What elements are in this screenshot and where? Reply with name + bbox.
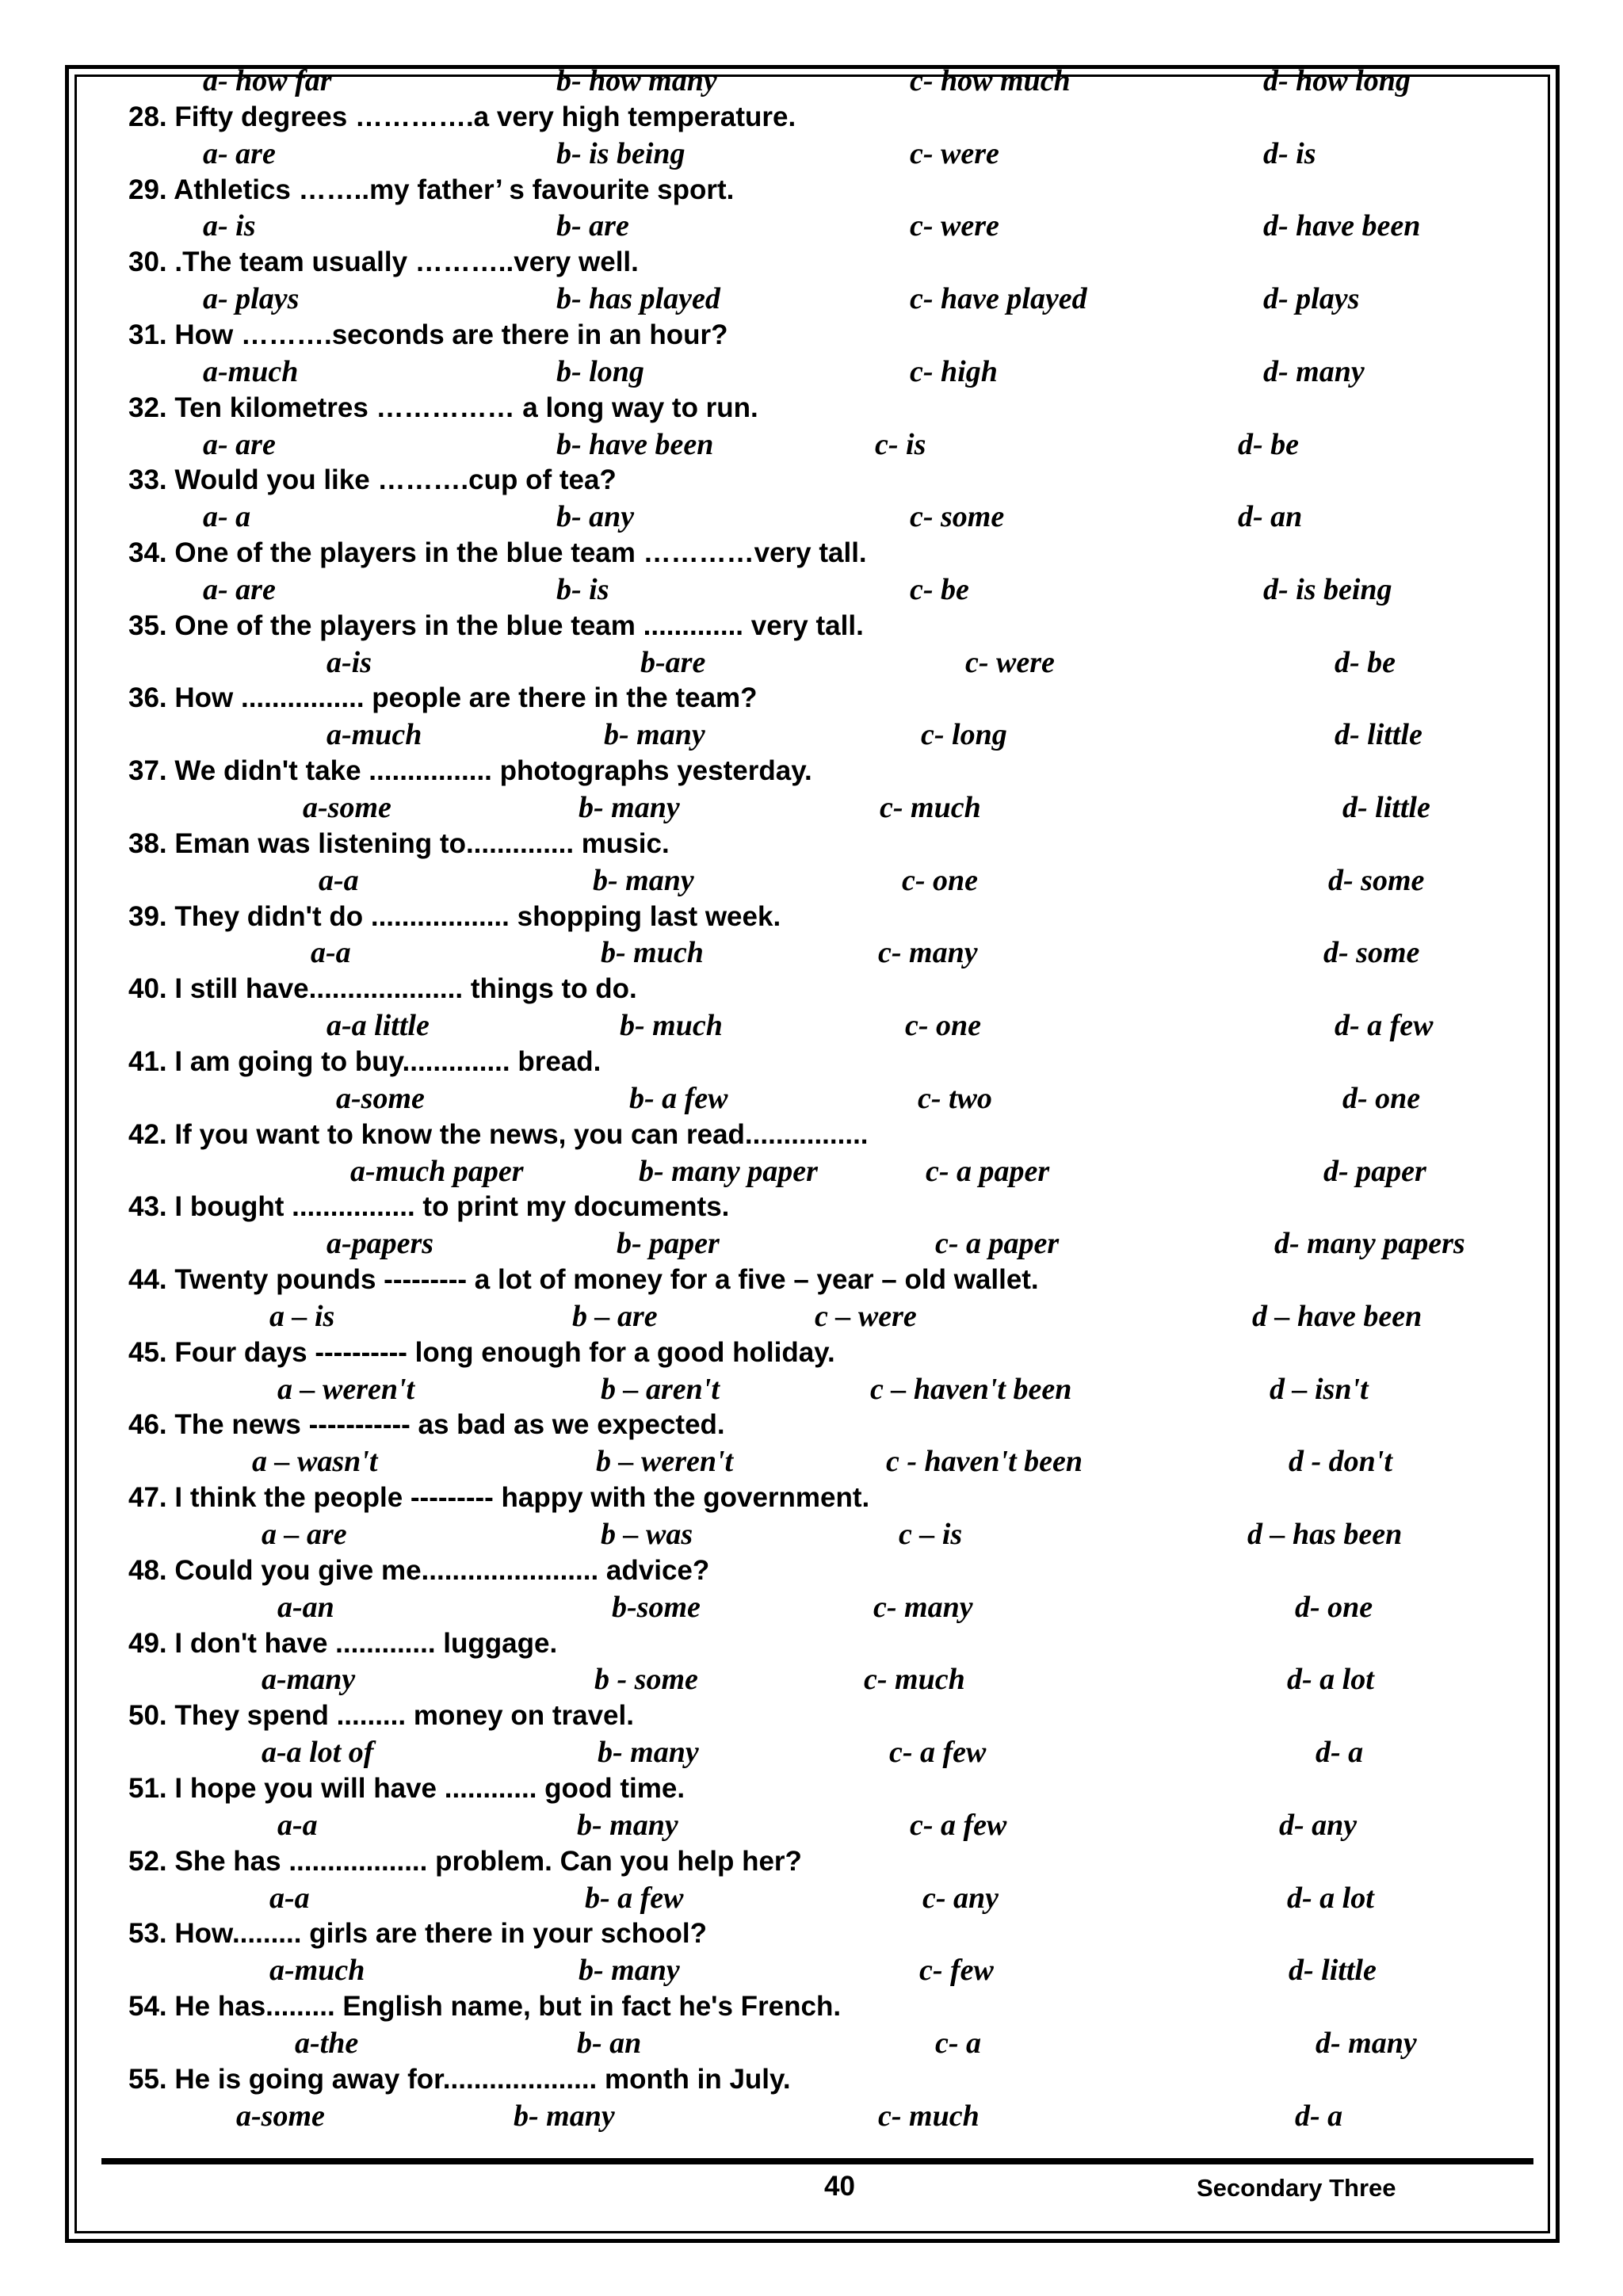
- option-a-q34: a- are: [203, 572, 276, 606]
- question-34: 34. One of the players in the blue team …………very tall.: [128, 537, 867, 569]
- option-c-q53: c- few: [919, 1954, 994, 1988]
- question-30: 30. .The team usually ………..very well.: [128, 246, 639, 278]
- question-28: 28. Fifty degrees ………….a very high temperature.: [128, 101, 796, 132]
- option-c-q37: c- much: [880, 791, 981, 824]
- option-d-q55: d- a: [1295, 2099, 1343, 2133]
- option-a-q48: a-an: [277, 1590, 334, 1624]
- option-d-q43: d- many papers: [1274, 1227, 1465, 1261]
- question-48: 48. Could you give me....................... advice?: [128, 1554, 710, 1586]
- option-a-q50: a-a lot of: [262, 1736, 374, 1770]
- option-b-q52: b- a few: [585, 1881, 684, 1915]
- option-a-q40: a-a little: [327, 1009, 430, 1043]
- option-c-q43: c- a paper: [935, 1227, 1060, 1261]
- option-a-q45: a – weren't: [277, 1372, 415, 1406]
- option-a-q38: a-a: [319, 863, 359, 897]
- question-45: 45. Four days ---------- long enough for a good holiday.: [128, 1336, 835, 1368]
- question-41: 41. I am going to buy.............. bread.: [128, 1045, 601, 1077]
- option-d-q40: d- a few: [1335, 1009, 1434, 1043]
- question-35: 35. One of the players in the blue team ............. very tall.: [128, 609, 864, 641]
- question-54: 54. He has......... English name, but in fact he's French.: [128, 1991, 842, 2023]
- question-37: 37. We didn't take ................ photographs yesterday.: [128, 755, 812, 787]
- footer-rule: [101, 2158, 1533, 2164]
- option-b-q40: b- much: [620, 1009, 723, 1043]
- option-d-q28: d- is: [1263, 136, 1316, 170]
- option-c-q30: c- have played: [910, 282, 1087, 316]
- option-d-q34: d- is being: [1263, 572, 1392, 606]
- option-c-top: c- how much: [910, 64, 1071, 97]
- option-b-q29: b- are: [556, 209, 629, 243]
- option-c-q34: c- be: [910, 572, 969, 606]
- option-a-q54: a-the: [295, 2026, 359, 2060]
- option-b-top: b- how many: [556, 64, 717, 97]
- question-49: 49. I don't have ............. luggage.: [128, 1627, 558, 1659]
- option-d-q30: d- plays: [1263, 282, 1360, 316]
- option-a-q44: a – is: [269, 1299, 335, 1333]
- option-b-q34: b- is: [556, 572, 609, 606]
- option-d-q32: d- be: [1238, 427, 1300, 461]
- option-d-q46: d - don't: [1289, 1445, 1392, 1479]
- option-a-q52: a-a: [269, 1881, 310, 1915]
- question-53: 53. How......... girls are there in your school?: [128, 1918, 707, 1950]
- question-40: 40. I still have.................... things to do.: [128, 973, 637, 1005]
- option-d-q53: d- little: [1289, 1954, 1377, 1988]
- question-31: 31. How ……….seconds are there in an hour?: [128, 319, 728, 350]
- option-b-q48: b-some: [612, 1590, 701, 1624]
- option-b-q38: b- many: [593, 863, 694, 897]
- question-43: 43. I bought ................ to print my documents.: [128, 1191, 730, 1223]
- option-a-q46: a – wasn't: [252, 1445, 378, 1479]
- option-d-q37: d- little: [1342, 791, 1430, 824]
- option-d-q44: d – have been: [1252, 1299, 1423, 1333]
- option-d-q51: d- any: [1279, 1808, 1358, 1842]
- option-a-q51: a-a: [277, 1808, 318, 1842]
- option-a-top: a- how far: [203, 64, 332, 97]
- option-b-q39: b- much: [601, 936, 704, 970]
- option-c-q40: c- one: [905, 1009, 982, 1043]
- option-a-q42: a-much paper: [350, 1154, 524, 1188]
- option-b-q44: b – are: [572, 1299, 658, 1333]
- option-b-q55: b- many: [514, 2099, 615, 2133]
- option-d-q29: d- have been: [1263, 209, 1421, 243]
- question-39: 39. They didn't do .................. shopping last week.: [128, 900, 781, 932]
- option-c-q42: c- a paper: [926, 1154, 1050, 1188]
- option-c-q33: c- some: [910, 500, 1005, 534]
- option-d-q36: d- little: [1335, 718, 1423, 752]
- option-d-q39: d- some: [1323, 936, 1420, 970]
- option-c-q36: c- long: [921, 718, 1007, 752]
- question-50: 50. They spend ......... money on travel.: [128, 1700, 634, 1732]
- option-b-q53: b- many: [579, 1954, 680, 1988]
- option-b-q42: b- many paper: [639, 1154, 818, 1188]
- option-d-q50: d- a: [1316, 1736, 1364, 1770]
- option-d-q31: d- many: [1263, 354, 1365, 388]
- option-d-top: d- how long: [1263, 64, 1411, 97]
- option-b-q45: b – aren't: [601, 1372, 720, 1406]
- question-33: 33. Would you like ……….cup of tea?: [128, 464, 617, 496]
- option-a-q55: a-some: [236, 2099, 325, 2133]
- option-b-q49: b - some: [594, 1663, 698, 1697]
- option-c-q48: c- many: [873, 1590, 973, 1624]
- option-c-q32: c- is: [875, 427, 926, 461]
- option-c-q44: c – were: [815, 1299, 917, 1333]
- question-42: 42. If you want to know the news, you can read................: [128, 1118, 869, 1150]
- option-d-q49: d- a lot: [1287, 1663, 1374, 1697]
- option-a-q31: a-much: [203, 354, 299, 388]
- question-51: 51. I hope you will have ............ good time.: [128, 1772, 685, 1804]
- option-b-q54: b- an: [577, 2026, 642, 2060]
- option-b-q28: b- is being: [556, 136, 685, 170]
- option-a-q36: a-much: [327, 718, 422, 752]
- option-d-q54: d- many: [1316, 2026, 1417, 2060]
- option-c-q35: c- were: [965, 645, 1055, 679]
- option-d-q38: d- some: [1328, 863, 1425, 897]
- option-b-q43: b- paper: [617, 1227, 720, 1261]
- option-c-q51: c- a few: [910, 1808, 1007, 1842]
- option-c-q50: c- a few: [889, 1736, 987, 1770]
- option-a-q41: a-some: [336, 1081, 425, 1115]
- option-a-q33: a- a: [203, 500, 251, 534]
- option-c-q52: c- any: [922, 1881, 999, 1915]
- option-a-q53: a-much: [269, 1954, 365, 1988]
- option-d-q52: d- a lot: [1287, 1881, 1374, 1915]
- option-b-q33: b- any: [556, 500, 635, 534]
- question-36: 36. How ................ people are there in the team?: [128, 682, 758, 714]
- option-a-q39: a-a: [311, 936, 351, 970]
- option-d-q45: d – isn't: [1270, 1372, 1369, 1406]
- option-c-q45: c – haven't been: [870, 1372, 1072, 1406]
- option-b-q31: b- long: [556, 354, 644, 388]
- option-c-q28: c- were: [910, 136, 999, 170]
- page-number: 40: [824, 2171, 855, 2202]
- option-b-q46: b – weren't: [596, 1445, 734, 1479]
- question-29: 29. Athletics ……..my father’ s favourite sport.: [128, 174, 735, 205]
- option-c-q38: c- one: [902, 863, 979, 897]
- option-c-q39: c- many: [878, 936, 978, 970]
- option-a-q28: a- are: [203, 136, 276, 170]
- option-d-q48: d- one: [1295, 1590, 1373, 1624]
- option-d-q47: d – has been: [1247, 1518, 1403, 1551]
- option-a-q47: a – are: [262, 1518, 347, 1551]
- option-b-q47: b – was: [601, 1518, 693, 1551]
- option-d-q41: d- one: [1342, 1081, 1421, 1115]
- option-a-q43: a-papers: [327, 1227, 434, 1261]
- option-b-q35: b-are: [640, 645, 706, 679]
- option-a-q30: a- plays: [203, 282, 300, 316]
- option-b-q30: b- has played: [556, 282, 720, 316]
- option-c-q49: c- much: [864, 1663, 965, 1697]
- option-d-q35: d- be: [1335, 645, 1396, 679]
- option-a-q32: a- are: [203, 427, 276, 461]
- option-d-q42: d- paper: [1323, 1154, 1426, 1188]
- option-d-q33: d- an: [1238, 500, 1303, 534]
- option-c-q29: c- were: [910, 209, 999, 243]
- question-47: 47. I think the people --------- happy with the government.: [128, 1482, 870, 1514]
- question-52: 52. She has .................. problem. Can you help her?: [128, 1845, 802, 1877]
- option-c-q54: c- a: [935, 2026, 982, 2060]
- option-a-q49: a-many: [262, 1663, 356, 1697]
- option-a-q29: a- is: [203, 209, 256, 243]
- option-b-q51: b- many: [577, 1808, 678, 1842]
- option-b-q32: b- have been: [556, 427, 714, 461]
- question-32: 32. Ten kilometres …………… a long way to run.: [128, 392, 758, 423]
- option-b-q50: b- many: [598, 1736, 699, 1770]
- option-c-q31: c- high: [910, 354, 998, 388]
- option-a-q35: a-is: [327, 645, 372, 679]
- question-44: 44. Twenty pounds --------- a lot of money for a five – year – old wallet.: [128, 1264, 1039, 1296]
- option-b-q37: b- many: [579, 791, 680, 824]
- option-b-q41: b- a few: [629, 1081, 728, 1115]
- option-a-q37: a-some: [303, 791, 391, 824]
- question-55: 55. He is going away for.................... month in July.: [128, 2063, 791, 2095]
- option-c-q46: c - haven't been: [886, 1445, 1083, 1479]
- question-38: 38. Eman was listening to.............. music.: [128, 827, 670, 859]
- question-46: 46. The news ----------- as bad as we expected.: [128, 1409, 725, 1441]
- option-c-q41: c- two: [918, 1081, 992, 1115]
- option-b-q36: b- many: [604, 718, 705, 752]
- option-c-q47: c – is: [899, 1518, 963, 1551]
- option-c-q55: c- much: [878, 2099, 980, 2133]
- footer-label: Secondary Three: [1197, 2174, 1396, 2202]
